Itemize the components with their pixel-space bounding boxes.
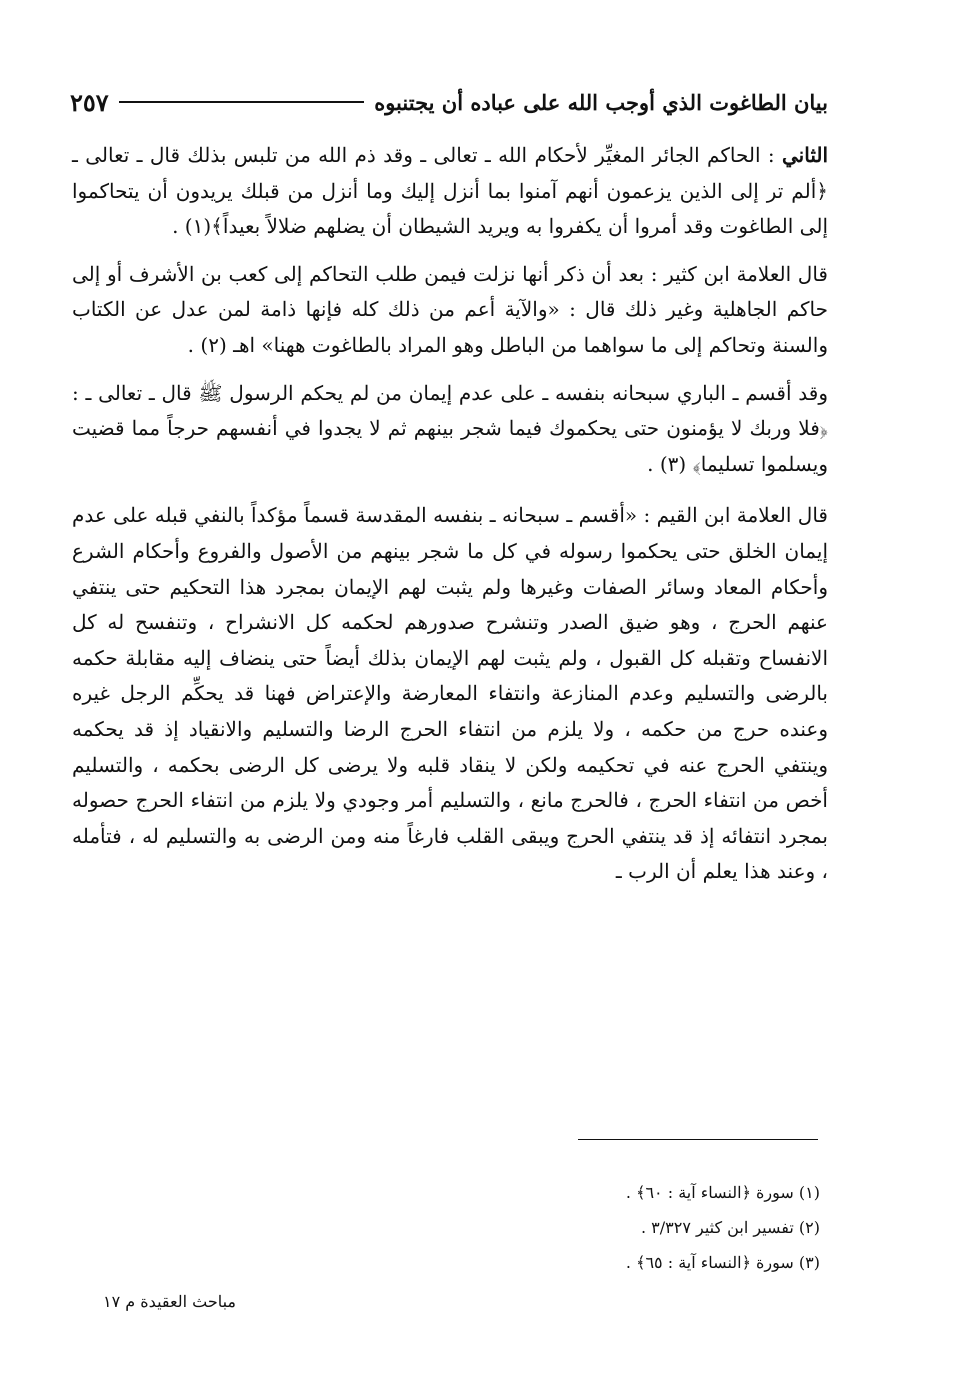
body-text [72, 138, 828, 902]
paragraph-text: : الحاكم الجائر المغيِّر لأحكام الله ـ تعالى ـ وقد ذم الله من تلبس بذلك قال ـ تعالى ـ ﴿ألم تر إلى الذين يزعمون أنهم آمنوا بما أنزل إليك وما أنزل من قبلك يريدون أن يتحاكموا إلى الطاغوت وقد أمروا أن يكفروا به ويريد الشيطان أن يضلهم ضلالاً بعيداً﴾(١) . [72, 143, 828, 239]
footnote-1: (١) سورة ﴿النساء آية : ٦٠﴾ . [625, 1183, 820, 1202]
paragraph-text: قال العلامة ابن كثير : بعد أن ذكر أنها نزلت فيمن طلب التحاكم إلى كعب بن الأشرف أو إلى حاكم الجاهلية وغير ذلك قال : «والآية أعم من ذلك كله فإنها ذامة لمن عدل عن الكتاب والسنة وتحاكم إلى ما سواهما من الباطل وهو المراد بالطاغوت ههنا» اهـ (٢) . [72, 261, 828, 357]
header-rule [119, 101, 365, 103]
paragraph-lead: الثاني [782, 143, 829, 167]
footnote-3: (٣) سورة ﴿النساء آية : ٦٥﴾ . [625, 1253, 820, 1272]
paragraph-text: قال العلامة ابن القيم : «أقسم ـ سبحانه ـ بنفسه المقدسة قسماً مؤكداً بالنفي قبله على عدم إيمان الخلق حتى يحكموا رسوله في كل ما شجر بينهم من الأصول والفروع وأحكام الشرع وأحكام المعاد وسائر الصفات وغيرها ولم يثبت لهم الإيمان بمجرد هذا التحكيم حتى ينتفي عنهم الحرج ، وهو ضيق الصدر وتنشرح صدورهم لحكمه كل الانشراح ، وتنفسح له كل الانفساح وتقبله كل القبول ، ولم يثبت لهم الإيمان بذلك أيضاً حتى ينضاف إليه مقابلة حكمه بالرضى والتسليم وعدم المنازعة وانتفاء المعارضة والإعتراض فهنا قد يحكِّم الرجل غيره وعنده حرج من حكمه ، ولا يلزم من انتفاء الحرج الرضا والتسليم والانقياد إذ قد يحكمه وينتفي الحرج عنه في تحكيمه ولكن لا ينقاد قلبه ولا يرضى كل الرضى بحكمه ، والتسليم أخص من انتفاء الحرج ، فالحرج مانع ، والتسليم أمر وجودي ولا يلزم من انتفاء الحرج حصوله بمجرد انتفائه إذ قد ينتفي الحرج ويبقى القلب فارغاً منه ومن الرضى به والتسليم له ، فتأمله ، وعند هذا يعلم أن الرب ـ [72, 503, 829, 884]
signature-mark: مباحث العقيدة م ١٧ [103, 1292, 236, 1311]
footnotes [400, 1175, 820, 1280]
paragraph-1 [72, 138, 828, 245]
paragraph-4 [72, 498, 828, 890]
page-number: ٢٥٧ [70, 87, 109, 117]
paragraph-text: وقد أقسم ـ الباري سبحانه بنفسه ـ على عدم إيمان من لم يحكم الرسول ﷺ قال ـ تعالى ـ : ﴿فلا وربك لا يؤمنون حتى يحكموك فيما شجر بينهم ثم لا يجدوا في أنفسهم حرجاً مما قضيت ويسلموا تسليما﴾ (٣) . [72, 380, 828, 476]
running-header [70, 82, 828, 122]
footnote-2: (٢) تفسير ابن كثير ٣/٣٢٧ . [640, 1218, 820, 1237]
header-title: بيان الطاغوت الذي أوجب الله على عباده أن يجتنبوه [374, 89, 828, 115]
paragraph-2 [72, 257, 828, 364]
paragraph-3 [72, 376, 828, 483]
footnote-separator [578, 1139, 818, 1140]
